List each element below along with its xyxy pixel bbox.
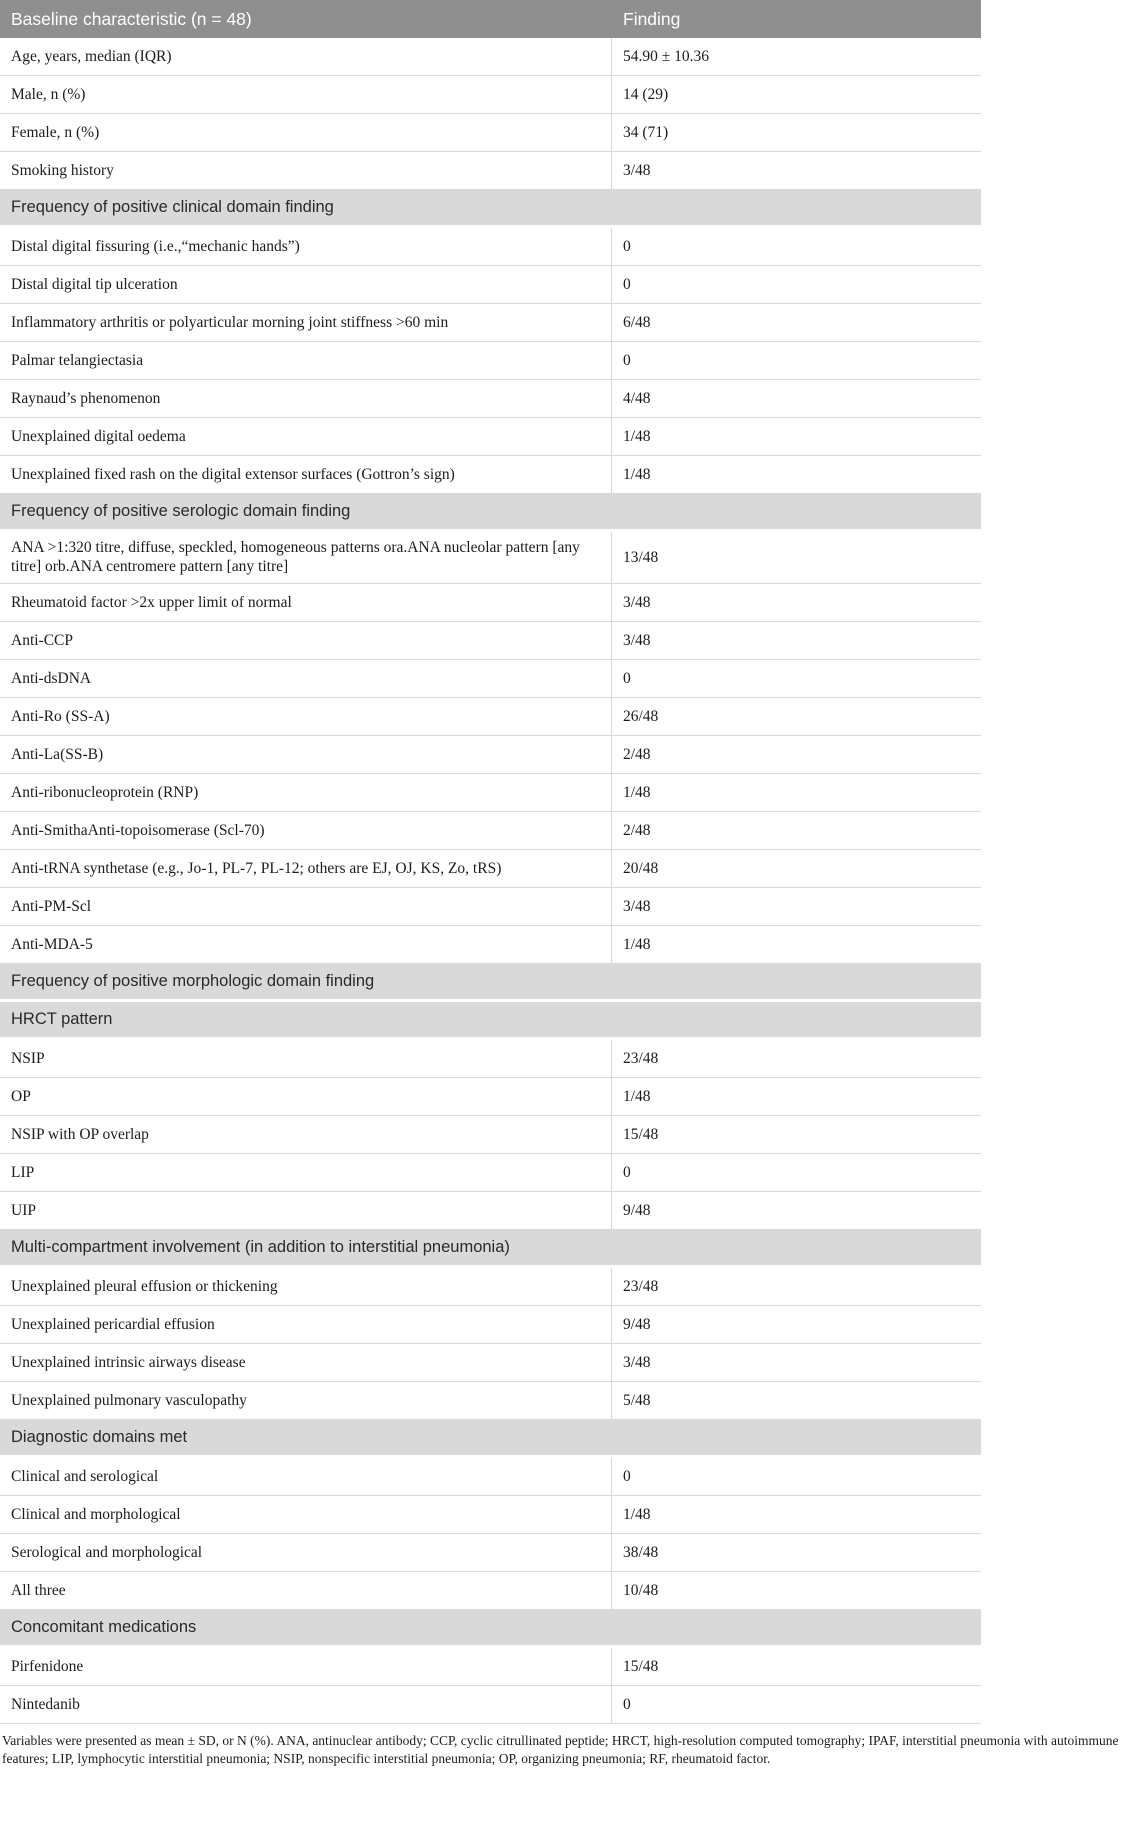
characteristic-cell: Anti-ribonucleoprotein (RNP) bbox=[0, 774, 612, 811]
characteristic-cell: Unexplained pericardial effusion bbox=[0, 1306, 612, 1343]
characteristic-cell: Anti-MDA-5 bbox=[0, 926, 612, 963]
characteristic-cell: LIP bbox=[0, 1154, 612, 1191]
finding-cell: 3/48 bbox=[623, 631, 651, 649]
table-row bbox=[0, 1648, 981, 1686]
table-row bbox=[0, 1154, 981, 1192]
finding-cell: 0 bbox=[623, 351, 631, 369]
table-row bbox=[0, 1458, 981, 1496]
table-row bbox=[0, 76, 981, 114]
characteristic-cell: NSIP with OP overlap bbox=[0, 1116, 612, 1153]
characteristic-cell: Anti-dsDNA bbox=[0, 660, 612, 697]
characteristic-cell: Anti-SmithaAnti-topoisomerase (Scl-70) bbox=[0, 812, 612, 849]
table-row bbox=[0, 774, 981, 812]
finding-cell: 23/48 bbox=[623, 1049, 659, 1067]
characteristic-cell: Serological and morphological bbox=[0, 1534, 612, 1571]
table-body bbox=[0, 38, 981, 1724]
finding-cell: 1/48 bbox=[623, 1087, 651, 1105]
finding-cell: 9/48 bbox=[623, 1315, 651, 1333]
section-header-row bbox=[0, 1610, 981, 1648]
table-header-row bbox=[0, 0, 981, 38]
table-row bbox=[0, 114, 981, 152]
section-label: HRCT pattern bbox=[11, 1009, 113, 1028]
characteristic-cell: All three bbox=[0, 1572, 612, 1609]
characteristic-cell: Female, n (%) bbox=[0, 114, 612, 151]
finding-cell: 23/48 bbox=[623, 1277, 659, 1295]
characteristic-cell: ANA >1:320 titre, diffuse, speckled, homogeneous patterns ora.ANA nucleolar pattern [any titre] orb.ANA centromere pattern [any titre] bbox=[0, 532, 612, 583]
section-label: Multi-compartment involvement (in addition to interstitial pneumonia) bbox=[11, 1237, 510, 1256]
finding-cell: 2/48 bbox=[623, 745, 651, 763]
finding-cell: 20/48 bbox=[623, 859, 659, 877]
finding-cell: 26/48 bbox=[623, 707, 659, 725]
section-header-row bbox=[0, 1002, 981, 1040]
finding-cell: 1/48 bbox=[623, 783, 651, 801]
characteristic-cell: Anti-PM-Scl bbox=[0, 888, 612, 925]
finding-cell: 3/48 bbox=[623, 161, 651, 179]
finding-cell: 54.90 ± 10.36 bbox=[623, 47, 710, 65]
finding-cell: 1/48 bbox=[623, 1505, 651, 1523]
characteristic-cell: Clinical and morphological bbox=[0, 1496, 612, 1533]
finding-cell: 4/48 bbox=[623, 389, 651, 407]
header-finding: Finding bbox=[623, 8, 681, 29]
finding-cell: 15/48 bbox=[623, 1125, 659, 1143]
finding-cell: 34 (71) bbox=[623, 123, 669, 141]
finding-cell: 0 bbox=[623, 275, 631, 293]
characteristic-cell: Anti-La(SS-B) bbox=[0, 736, 612, 773]
finding-cell: 0 bbox=[623, 237, 631, 255]
table-row bbox=[0, 1306, 981, 1344]
header-baseline-characteristic: Baseline characteristic (n = 48) bbox=[11, 8, 252, 29]
table-row bbox=[0, 266, 981, 304]
finding-cell: 0 bbox=[623, 1695, 631, 1713]
table-row bbox=[0, 584, 981, 622]
characteristic-cell: UIP bbox=[0, 1192, 612, 1229]
characteristic-cell: NSIP bbox=[0, 1040, 612, 1077]
characteristic-cell: Raynaud’s phenomenon bbox=[0, 380, 612, 417]
table-footnote: Variables were presented as mean ± SD, or N (%). ANA, antinuclear antibody; CCP, cyclic citrullinated peptide; HRCT, high-resolution computed tomography; IPAF, interstitial pneumonia with autoimmune features; LIP, lymphocytic interstitial pneumonia; NSIP, nonspecific interstitial pneumonia; OP, organizing pneumonia; RF, rheumatoid factor. bbox=[2, 1732, 1119, 1766]
table-row bbox=[0, 418, 981, 456]
section-header-row bbox=[0, 494, 981, 532]
finding-cell: 3/48 bbox=[623, 593, 651, 611]
table-row bbox=[0, 1534, 981, 1572]
characteristic-cell: OP bbox=[0, 1078, 612, 1115]
finding-cell: 3/48 bbox=[623, 1353, 651, 1371]
table-row bbox=[0, 850, 981, 888]
section-header-row bbox=[0, 1230, 981, 1268]
table-row bbox=[0, 456, 981, 494]
finding-cell: 14 (29) bbox=[623, 85, 669, 103]
characteristic-cell: Inflammatory arthritis or polyarticular morning joint stiffness >60 min bbox=[0, 304, 612, 341]
characteristic-cell: Distal digital fissuring (i.e.,“mechanic hands”) bbox=[0, 228, 612, 265]
table-row bbox=[0, 1496, 981, 1534]
characteristic-cell: Smoking history bbox=[0, 152, 612, 189]
finding-cell: 1/48 bbox=[623, 935, 651, 953]
characteristic-cell: Clinical and serological bbox=[0, 1458, 612, 1495]
table-row bbox=[0, 1268, 981, 1306]
table-row bbox=[0, 1116, 981, 1154]
characteristic-cell: Rheumatoid factor >2x upper limit of normal bbox=[0, 584, 612, 621]
table-row bbox=[0, 1572, 981, 1610]
finding-cell: 0 bbox=[623, 1467, 631, 1485]
finding-cell: 9/48 bbox=[623, 1201, 651, 1219]
section-label: Concomitant medications bbox=[11, 1617, 197, 1636]
table-row bbox=[0, 304, 981, 342]
finding-cell: 38/48 bbox=[623, 1543, 659, 1561]
table-row bbox=[0, 38, 981, 76]
characteristic-cell: Anti-CCP bbox=[0, 622, 612, 659]
table-row bbox=[0, 926, 981, 964]
section-header-row bbox=[0, 1420, 981, 1458]
table-row bbox=[0, 1192, 981, 1230]
table-row bbox=[0, 1344, 981, 1382]
table-row bbox=[0, 1040, 981, 1078]
table-row bbox=[0, 622, 981, 660]
characteristic-cell: Unexplained intrinsic airways disease bbox=[0, 1344, 612, 1381]
finding-cell: 3/48 bbox=[623, 897, 651, 915]
table-row bbox=[0, 660, 981, 698]
table-row bbox=[0, 532, 981, 584]
table-row bbox=[0, 1686, 981, 1724]
finding-cell: 6/48 bbox=[623, 313, 651, 331]
finding-cell: 1/48 bbox=[623, 427, 651, 445]
characteristic-cell: Nintedanib bbox=[0, 1686, 612, 1723]
characteristic-cell: Pirfenidone bbox=[0, 1648, 612, 1685]
finding-cell: 5/48 bbox=[623, 1391, 651, 1409]
table-row bbox=[0, 152, 981, 190]
characteristic-cell: Unexplained digital oedema bbox=[0, 418, 612, 455]
finding-cell: 0 bbox=[623, 1163, 631, 1181]
finding-cell: 10/48 bbox=[623, 1581, 659, 1599]
finding-cell: 13/48 bbox=[623, 548, 659, 566]
finding-cell: 2/48 bbox=[623, 821, 651, 839]
characteristic-cell: Palmar telangiectasia bbox=[0, 342, 612, 379]
table-row bbox=[0, 698, 981, 736]
characteristic-cell: Unexplained pleural effusion or thickening bbox=[0, 1268, 612, 1305]
table-row bbox=[0, 1078, 981, 1116]
characteristic-cell: Distal digital tip ulceration bbox=[0, 266, 612, 303]
characteristic-cell: Anti-Ro (SS-A) bbox=[0, 698, 612, 735]
table-row bbox=[0, 380, 981, 418]
table-row bbox=[0, 342, 981, 380]
section-header-row bbox=[0, 964, 981, 1002]
section-header-row bbox=[0, 190, 981, 228]
characteristic-cell: Anti-tRNA synthetase (e.g., Jo-1, PL-7, PL-12; others are EJ, OJ, KS, Zo, tRS) bbox=[0, 850, 612, 887]
finding-cell: 15/48 bbox=[623, 1657, 659, 1675]
characteristic-cell: Unexplained fixed rash on the digital extensor surfaces (Gottron’s sign) bbox=[0, 456, 612, 493]
characteristic-cell: Male, n (%) bbox=[0, 76, 612, 113]
table-row bbox=[0, 736, 981, 774]
section-label: Frequency of positive clinical domain finding bbox=[11, 198, 334, 216]
section-label: Frequency of positive serologic domain finding bbox=[11, 502, 351, 520]
section-label: Frequency of positive morphologic domain finding bbox=[11, 971, 375, 990]
finding-cell: 0 bbox=[623, 669, 631, 687]
finding-cell: 1/48 bbox=[623, 465, 651, 483]
table-row bbox=[0, 812, 981, 850]
table-row bbox=[0, 1382, 981, 1420]
table-row bbox=[0, 228, 981, 266]
section-label: Diagnostic domains met bbox=[11, 1427, 188, 1446]
table-row bbox=[0, 888, 981, 926]
characteristic-cell: Age, years, median (IQR) bbox=[0, 38, 612, 75]
characteristic-cell: Unexplained pulmonary vasculopathy bbox=[0, 1382, 612, 1419]
